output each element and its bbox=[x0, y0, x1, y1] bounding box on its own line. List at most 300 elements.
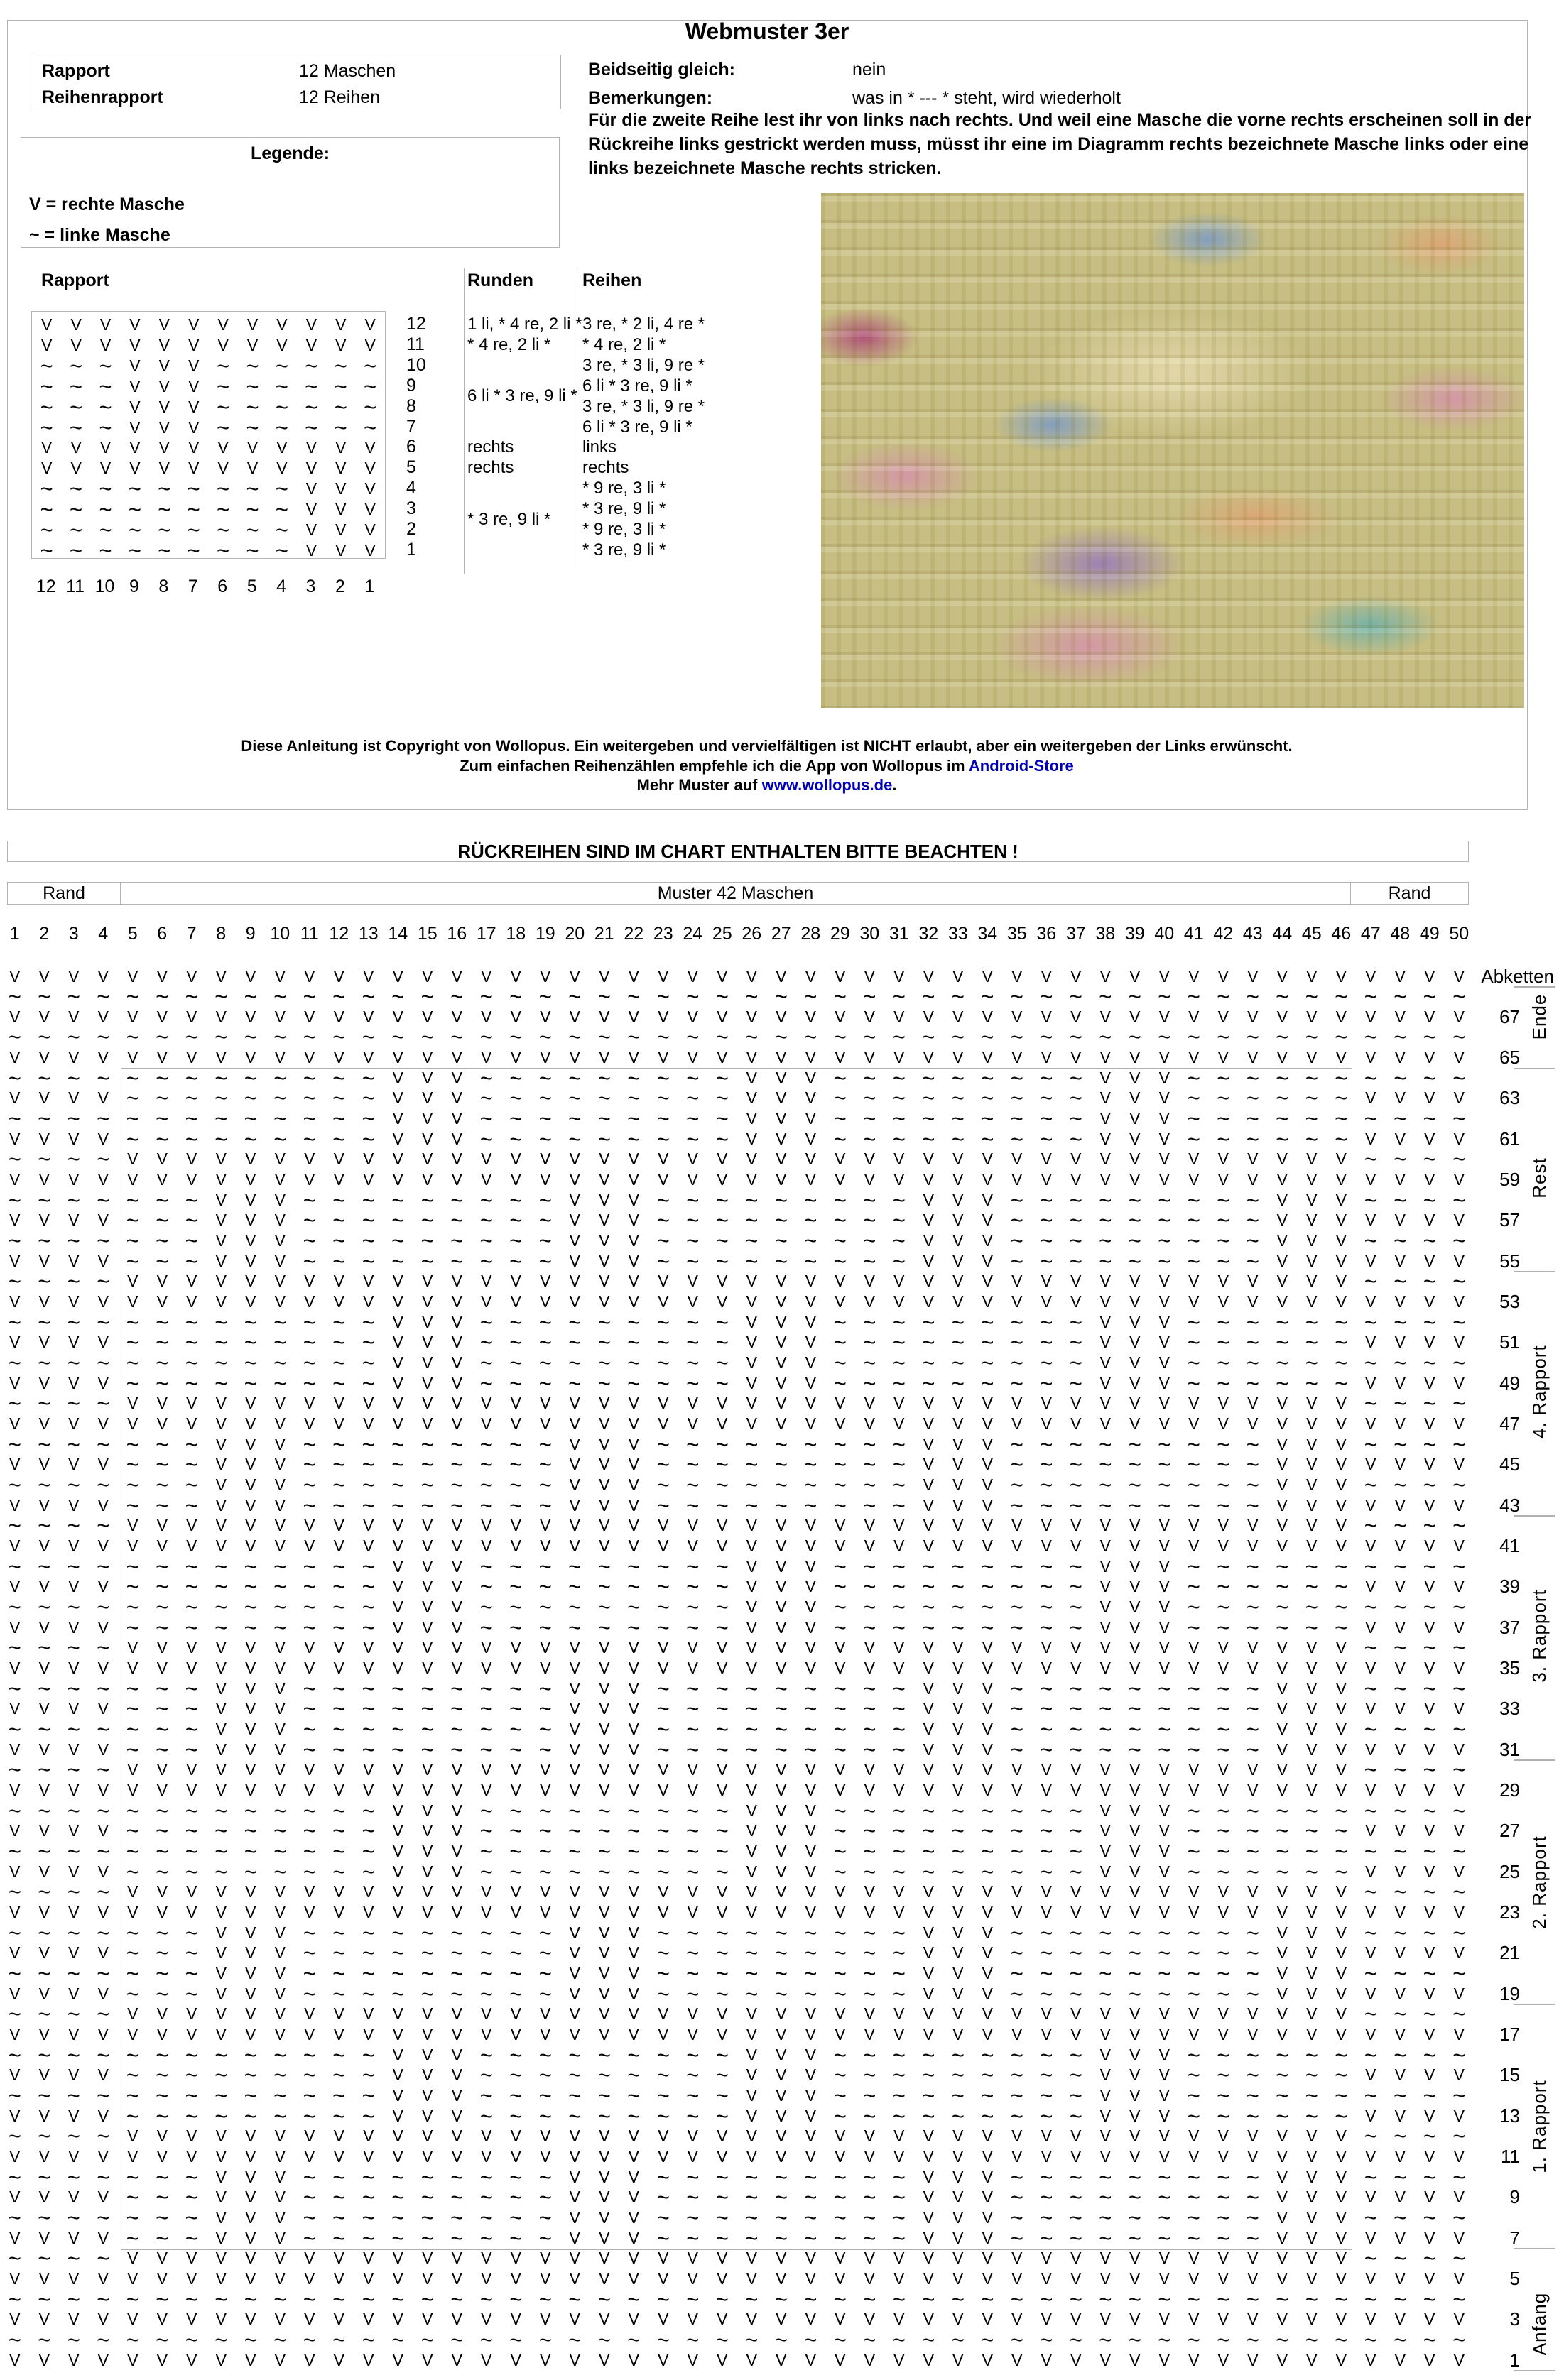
main-row-label: 19 bbox=[1499, 1982, 1520, 2004]
stitch-symbol-purl: ~ bbox=[185, 1473, 198, 1498]
stitch-symbol-purl: ~ bbox=[332, 1126, 346, 1152]
stitch-symbol-knit: V bbox=[1158, 966, 1170, 986]
stitch-symbol-knit: V bbox=[9, 1414, 21, 1434]
stitch-symbol-knit: V bbox=[304, 1170, 315, 1189]
stitch-symbol-knit: V bbox=[188, 417, 200, 437]
stitch-symbol-purl: ~ bbox=[67, 2286, 80, 2312]
stitch-symbol-knit: V bbox=[1335, 1760, 1347, 1779]
stitch-symbol-knit: V bbox=[717, 1903, 728, 1922]
stitch-symbol-knit: V bbox=[363, 966, 374, 986]
stitch-symbol-purl: ~ bbox=[273, 2083, 287, 2109]
stitch-symbol-knit: V bbox=[1453, 2188, 1465, 2207]
stitch-symbol-purl: ~ bbox=[686, 1492, 700, 1518]
stitch-symbol-purl: ~ bbox=[715, 2225, 729, 2251]
stitch-symbol-knit: V bbox=[599, 1903, 610, 1922]
stitch-symbol-knit: V bbox=[156, 2269, 168, 2288]
stitch-symbol-purl: ~ bbox=[1394, 1879, 1407, 1905]
stitch-symbol-knit: V bbox=[805, 1170, 816, 1189]
stitch-symbol-knit: V bbox=[658, 966, 669, 986]
stitch-symbol-knit: V bbox=[1217, 1394, 1229, 1413]
stitch-symbol-purl: ~ bbox=[686, 1961, 700, 1987]
stitch-symbol-knit: V bbox=[1099, 1516, 1111, 1535]
stitch-symbol-purl: ~ bbox=[1305, 2042, 1318, 2068]
stitch-symbol-knit: V bbox=[746, 966, 757, 986]
stitch-symbol-purl: ~ bbox=[275, 497, 288, 523]
stitch-symbol-purl: ~ bbox=[1276, 2327, 1289, 2353]
stitch-symbol-purl: ~ bbox=[1305, 2103, 1318, 2129]
stitch-symbol-purl: ~ bbox=[244, 984, 257, 1010]
stitch-symbol-purl: ~ bbox=[362, 1696, 375, 1722]
stitch-symbol-purl: ~ bbox=[1010, 2205, 1023, 2231]
stitch-symbol-knit: V bbox=[481, 2249, 492, 2268]
stitch-symbol-knit: V bbox=[952, 1190, 964, 1209]
stitch-symbol-knit: V bbox=[422, 1577, 433, 1596]
stitch-symbol-knit: V bbox=[1335, 2167, 1347, 2186]
stitch-symbol-purl: ~ bbox=[362, 1920, 375, 1945]
stitch-symbol-purl: ~ bbox=[1128, 1492, 1141, 1518]
stitch-symbol-purl: ~ bbox=[332, 1859, 346, 1884]
main-col-number: 24 bbox=[683, 924, 703, 944]
stitch-symbol-knit: V bbox=[274, 1740, 286, 1759]
stitch-symbol-purl: ~ bbox=[804, 984, 817, 1010]
stitch-symbol-purl: ~ bbox=[981, 1595, 994, 1620]
stitch-symbol-knit: V bbox=[1453, 1292, 1465, 1311]
stitch-symbol-purl: ~ bbox=[1276, 1595, 1289, 1620]
stitch-symbol-purl: ~ bbox=[362, 1309, 375, 1335]
stitch-symbol-purl: ~ bbox=[391, 1452, 405, 1478]
stitch-symbol-knit: V bbox=[333, 1760, 344, 1779]
stitch-symbol-purl: ~ bbox=[479, 1574, 493, 1600]
stitch-symbol-knit: V bbox=[392, 1373, 403, 1392]
stitch-symbol-knit: V bbox=[952, 2127, 964, 2146]
stitch-symbol-purl: ~ bbox=[1246, 2327, 1259, 2353]
stitch-symbol-purl: ~ bbox=[627, 2327, 641, 2353]
stitch-symbol-knit: V bbox=[599, 1231, 610, 1250]
stitch-symbol-purl: ~ bbox=[332, 2164, 346, 2190]
stitch-symbol-purl: ~ bbox=[509, 1350, 523, 1376]
stitch-symbol-knit: V bbox=[746, 1170, 757, 1189]
main-row-label: 57 bbox=[1499, 1209, 1520, 1231]
stitch-symbol-purl: ~ bbox=[420, 1473, 434, 1498]
stitch-symbol-knit: V bbox=[982, 2269, 993, 2288]
stitch-symbol-knit: V bbox=[97, 1862, 109, 1881]
stitch-symbol-knit: V bbox=[805, 2025, 816, 2044]
stitch-symbol-purl: ~ bbox=[833, 1025, 847, 1050]
stitch-symbol-knit: V bbox=[127, 1516, 138, 1535]
main-chart-row bbox=[0, 1065, 1474, 1091]
stitch-symbol-knit: V bbox=[1188, 2025, 1200, 2044]
stitch-symbol-knit: V bbox=[628, 2025, 639, 2044]
stitch-symbol-knit: V bbox=[451, 2127, 462, 2146]
stitch-symbol-purl: ~ bbox=[509, 1025, 523, 1050]
stitch-symbol-knit: V bbox=[9, 1821, 21, 1840]
stitch-symbol-knit: V bbox=[1011, 1292, 1023, 1311]
stitch-symbol-knit: V bbox=[363, 1292, 374, 1311]
stitch-symbol-knit: V bbox=[599, 1638, 610, 1657]
stitch-symbol-purl: ~ bbox=[1276, 2083, 1289, 2109]
stitch-symbol-knit: V bbox=[1306, 1923, 1318, 1942]
stitch-symbol-knit: V bbox=[952, 1536, 964, 1556]
stitch-symbol-purl: ~ bbox=[686, 2103, 700, 2129]
stitch-symbol-knit: V bbox=[451, 2249, 462, 2268]
stitch-symbol-purl: ~ bbox=[1394, 2286, 1407, 2312]
stitch-symbol-purl: ~ bbox=[1305, 2063, 1318, 2088]
stitch-symbol-purl: ~ bbox=[479, 1187, 493, 1213]
stitch-symbol-purl: ~ bbox=[656, 1065, 670, 1091]
stitch-symbol-knit: V bbox=[97, 1455, 109, 1474]
stitch-symbol-knit: V bbox=[127, 1394, 138, 1413]
stitch-symbol-purl: ~ bbox=[1217, 1370, 1230, 1396]
main-chart-row bbox=[0, 1798, 1474, 1823]
stitch-symbol-purl: ~ bbox=[97, 2002, 110, 2027]
stitch-symbol-purl: ~ bbox=[185, 984, 198, 1010]
stitch-symbol-knit: V bbox=[1306, 1475, 1318, 1495]
stitch-symbol-knit: V bbox=[1306, 2188, 1318, 2207]
stitch-symbol-knit: V bbox=[364, 315, 376, 334]
stitch-symbol-purl: ~ bbox=[1276, 984, 1289, 1010]
stitch-symbol-purl: ~ bbox=[1423, 2286, 1436, 2312]
stitch-symbol-purl: ~ bbox=[509, 2083, 523, 2109]
wollopus-link[interactable]: www.wollopus.de bbox=[761, 776, 893, 794]
stitch-symbol-purl: ~ bbox=[1246, 1717, 1259, 1742]
stitch-symbol-purl: ~ bbox=[597, 1025, 611, 1050]
stitch-symbol-purl: ~ bbox=[774, 1961, 788, 1987]
stitch-symbol-knit: V bbox=[923, 1720, 934, 1739]
stitch-symbol-knit: V bbox=[952, 2147, 964, 2166]
rapport-chart-row bbox=[32, 458, 385, 479]
stitch-symbol-purl: ~ bbox=[1099, 1920, 1112, 1945]
stitch-symbol-purl: ~ bbox=[1040, 1554, 1053, 1579]
stitch-symbol-knit: V bbox=[156, 2147, 168, 2166]
stitch-symbol-purl: ~ bbox=[1010, 1126, 1023, 1152]
stitch-symbol-knit: V bbox=[1424, 1292, 1435, 1311]
main-chart-row bbox=[0, 1757, 1474, 1783]
stitch-symbol-purl: ~ bbox=[67, 1554, 80, 1579]
stitch-symbol-purl: ~ bbox=[479, 2327, 493, 2353]
stitch-symbol-knit: V bbox=[1247, 2310, 1259, 2329]
stitch-symbol-purl: ~ bbox=[833, 1431, 847, 1457]
stitch-symbol-knit: V bbox=[540, 1394, 551, 1413]
stitch-symbol-knit: V bbox=[186, 2004, 197, 2024]
stitch-symbol-purl: ~ bbox=[774, 1452, 788, 1478]
stitch-symbol-purl: ~ bbox=[156, 2286, 169, 2312]
stitch-symbol-knit: V bbox=[569, 1903, 580, 1922]
stitch-symbol-knit: V bbox=[245, 2350, 256, 2369]
stitch-symbol-purl: ~ bbox=[332, 1187, 346, 1213]
stitch-symbol-purl: ~ bbox=[273, 1330, 287, 1355]
stitch-symbol-knit: V bbox=[599, 1414, 610, 1434]
stitch-symbol-purl: ~ bbox=[126, 1492, 139, 1518]
stitch-symbol-knit: V bbox=[1394, 1251, 1406, 1270]
stitch-symbol-knit: V bbox=[1335, 1150, 1347, 1169]
stitch-symbol-purl: ~ bbox=[1187, 984, 1200, 1010]
stitch-symbol-purl: ~ bbox=[715, 1574, 729, 1600]
stitch-symbol-purl: ~ bbox=[1128, 1452, 1141, 1478]
rapport-row-number: 8 bbox=[406, 395, 416, 416]
stitch-symbol-knit: V bbox=[805, 2106, 816, 2125]
stitch-symbol-purl: ~ bbox=[1217, 1940, 1230, 1966]
stitch-symbol-purl: ~ bbox=[1187, 2103, 1200, 2129]
stitch-symbol-purl: ~ bbox=[332, 2327, 346, 2353]
stitch-symbol-knit: V bbox=[1335, 1048, 1347, 1067]
stitch-symbol-purl: ~ bbox=[1423, 1228, 1436, 1254]
stitch-symbol-knit: V bbox=[510, 1638, 521, 1657]
stitch-symbol-purl: ~ bbox=[1217, 1818, 1230, 1844]
stitch-symbol-knit: V bbox=[893, 1048, 905, 1067]
stitch-symbol-purl: ~ bbox=[8, 1106, 21, 1132]
stitch-symbol-knit: V bbox=[127, 1882, 138, 1901]
stitch-symbol-knit: V bbox=[835, 1760, 846, 1779]
stitch-symbol-knit: V bbox=[38, 966, 50, 986]
stitch-symbol-purl: ~ bbox=[97, 1879, 110, 1905]
stitch-symbol-purl: ~ bbox=[1305, 1330, 1318, 1355]
stitch-symbol-knit: V bbox=[245, 2127, 256, 2146]
stitch-symbol-purl: ~ bbox=[804, 1920, 817, 1945]
stitch-symbol-knit: V bbox=[68, 1495, 80, 1514]
stitch-symbol-knit: V bbox=[186, 1272, 197, 1291]
stitch-symbol-purl: ~ bbox=[892, 2185, 906, 2210]
stitch-symbol-purl: ~ bbox=[1010, 1452, 1023, 1478]
stitch-symbol-purl: ~ bbox=[479, 1554, 493, 1579]
main-chart-row bbox=[0, 2083, 1474, 2109]
stitch-symbol-purl: ~ bbox=[597, 1839, 611, 1865]
stitch-symbol-purl: ~ bbox=[185, 1370, 198, 1396]
main-row-label: 3 bbox=[1509, 2308, 1520, 2330]
stitch-symbol-knit: V bbox=[1365, 1536, 1376, 1556]
stitch-symbol-knit: V bbox=[1365, 1455, 1376, 1474]
stitch-symbol-knit: V bbox=[628, 1170, 639, 1189]
stitch-symbol-knit: V bbox=[422, 1556, 433, 1576]
stitch-symbol-knit: V bbox=[1041, 2127, 1052, 2146]
stitch-symbol-purl: ~ bbox=[1099, 1208, 1112, 1233]
stitch-symbol-knit: V bbox=[1158, 1638, 1170, 1657]
stitch-symbol-knit: V bbox=[658, 1638, 669, 1657]
stitch-symbol-purl: ~ bbox=[1246, 1452, 1259, 1478]
stitch-symbol-purl: ~ bbox=[863, 1818, 876, 1844]
main-col-number: 10 bbox=[270, 924, 290, 944]
stitch-symbol-knit: V bbox=[451, 1801, 462, 1820]
stitch-symbol-purl: ~ bbox=[509, 1839, 523, 1865]
stitch-symbol-knit: V bbox=[215, 1150, 227, 1169]
stitch-symbol-knit: V bbox=[1099, 2350, 1111, 2369]
stitch-symbol-purl: ~ bbox=[244, 2083, 257, 2109]
stitch-symbol-purl: ~ bbox=[185, 2225, 198, 2251]
main-col-number: 29 bbox=[830, 924, 850, 944]
rapport-chart-row bbox=[32, 373, 385, 399]
stitch-symbol-purl: ~ bbox=[568, 1065, 582, 1091]
stitch-symbol-purl: ~ bbox=[126, 1798, 139, 1823]
stitch-symbol-purl: ~ bbox=[715, 984, 729, 1010]
stitch-symbol-knit: V bbox=[246, 315, 259, 334]
stitch-symbol-purl: ~ bbox=[538, 2286, 552, 2312]
stitch-symbol-purl: ~ bbox=[450, 1981, 464, 2007]
stitch-symbol-knit: V bbox=[952, 1414, 964, 1434]
stitch-symbol-purl: ~ bbox=[686, 1025, 700, 1050]
stitch-symbol-knit: V bbox=[451, 1638, 462, 1657]
stitch-symbol-knit: V bbox=[1276, 2167, 1288, 2186]
stitch-symbol-purl: ~ bbox=[303, 1676, 316, 1701]
stitch-symbol-knit: V bbox=[274, 1964, 286, 1983]
stitch-symbol-knit: V bbox=[363, 1536, 374, 1556]
stitch-symbol-purl: ~ bbox=[126, 1696, 139, 1722]
stitch-symbol-knit: V bbox=[599, 2249, 610, 2268]
stitch-symbol-purl: ~ bbox=[1335, 1350, 1348, 1376]
stitch-symbol-purl: ~ bbox=[627, 1595, 641, 1620]
stitch-symbol-knit: V bbox=[746, 1801, 757, 1820]
stitch-symbol-knit: V bbox=[481, 1272, 492, 1291]
stitch-symbol-knit: V bbox=[1070, 1048, 1082, 1067]
stitch-symbol-purl: ~ bbox=[774, 2164, 788, 2190]
stitch-symbol-knit: V bbox=[158, 397, 170, 416]
stitch-symbol-purl: ~ bbox=[833, 2327, 847, 2353]
stitch-symbol-purl: ~ bbox=[686, 1595, 700, 1620]
stitch-symbol-knit: V bbox=[687, 1781, 698, 1800]
stitch-symbol-purl: ~ bbox=[715, 1187, 729, 1213]
stitch-symbol-purl: ~ bbox=[981, 1574, 994, 1600]
stitch-symbol-knit: V bbox=[952, 2310, 964, 2329]
stitch-symbol-purl: ~ bbox=[833, 1126, 847, 1152]
main-row-label: 41 bbox=[1499, 1535, 1520, 1557]
stitch-symbol-purl: ~ bbox=[1394, 2083, 1407, 2109]
stitch-symbol-purl: ~ bbox=[686, 1208, 700, 1233]
stitch-symbol-purl: ~ bbox=[1452, 1676, 1466, 1701]
main-row-label: 37 bbox=[1499, 1616, 1520, 1638]
stitch-symbol-purl: ~ bbox=[1187, 1330, 1200, 1355]
stitch-symbol-purl: ~ bbox=[745, 1228, 759, 1254]
stitch-symbol-knit: V bbox=[776, 1048, 787, 1067]
stitch-symbol-purl: ~ bbox=[981, 1025, 994, 1050]
stitch-symbol-knit: V bbox=[1335, 1984, 1347, 2003]
stitch-symbol-purl: ~ bbox=[1128, 1676, 1141, 1701]
stitch-symbol-knit: V bbox=[333, 1882, 344, 1901]
stitch-symbol-knit: V bbox=[1099, 1170, 1111, 1189]
stitch-symbol-knit: V bbox=[1424, 2310, 1435, 2329]
stitch-symbol-knit: V bbox=[952, 1699, 964, 1718]
stitch-symbol-purl: ~ bbox=[833, 1330, 847, 1355]
stitch-symbol-purl: ~ bbox=[538, 1187, 552, 1213]
android-store-link[interactable]: Android-Store bbox=[968, 757, 1074, 775]
stitch-symbol-knit: V bbox=[923, 1455, 934, 1474]
stitch-symbol-knit: V bbox=[1365, 1862, 1376, 1881]
stitch-symbol-knit: V bbox=[1365, 2310, 1376, 2329]
stitch-symbol-purl: ~ bbox=[833, 1106, 847, 1132]
stitch-symbol-knit: V bbox=[70, 459, 82, 478]
stitch-symbol-purl: ~ bbox=[538, 1208, 552, 1233]
stitch-symbol-knit: V bbox=[805, 1414, 816, 1434]
stitch-symbol-knit: V bbox=[392, 1821, 403, 1840]
stitch-symbol-purl: ~ bbox=[804, 2286, 817, 2312]
stitch-symbol-knit: V bbox=[1306, 1984, 1318, 2003]
stitch-symbol-knit: V bbox=[186, 2310, 197, 2329]
stitch-symbol-knit: V bbox=[304, 2147, 315, 2166]
stitch-symbol-knit: V bbox=[746, 1088, 757, 1108]
stitch-symbol-knit: V bbox=[835, 1536, 846, 1556]
stitch-symbol-knit: V bbox=[363, 1048, 374, 1067]
stitch-symbol-purl: ~ bbox=[420, 1961, 434, 1987]
stitch-symbol-knit: V bbox=[1453, 1455, 1465, 1474]
stitch-symbol-knit: V bbox=[451, 1170, 462, 1189]
band-header-rand-right: Rand bbox=[1350, 882, 1469, 905]
stitch-symbol-knit: V bbox=[1129, 1272, 1141, 1291]
stitch-symbol-knit: V bbox=[1306, 1007, 1318, 1026]
stitch-symbol-purl: ~ bbox=[273, 1554, 287, 1579]
stitch-symbol-purl: ~ bbox=[1128, 2205, 1141, 2231]
stitch-symbol-purl: ~ bbox=[1128, 1473, 1141, 1498]
stitch-symbol-knit: V bbox=[776, 1659, 787, 1678]
stitch-symbol-knit: V bbox=[274, 1211, 286, 1230]
stitch-symbol-purl: ~ bbox=[833, 1370, 847, 1396]
stitch-symbol-purl: ~ bbox=[1246, 2225, 1259, 2251]
stitch-symbol-purl: ~ bbox=[1335, 2083, 1348, 2109]
stitch-symbol-knit: V bbox=[923, 2249, 934, 2268]
stitch-symbol-knit: V bbox=[68, 1414, 80, 1434]
stitch-symbol-knit: V bbox=[1129, 1801, 1141, 1820]
stitch-symbol-knit: V bbox=[1394, 1048, 1406, 1067]
stitch-symbol-purl: ~ bbox=[1187, 1798, 1200, 1823]
stitch-symbol-purl: ~ bbox=[568, 1859, 582, 1884]
stitch-symbol-purl: ~ bbox=[362, 1859, 375, 1884]
stitch-symbol-knit: V bbox=[1158, 1536, 1170, 1556]
stitch-symbol-purl: ~ bbox=[479, 1676, 493, 1701]
stitch-symbol-purl: ~ bbox=[214, 1350, 228, 1376]
stitch-symbol-purl: ~ bbox=[509, 1818, 523, 1844]
stitch-symbol-purl: ~ bbox=[185, 2185, 198, 2210]
stitch-symbol-knit: V bbox=[776, 1781, 787, 1800]
stitch-symbol-purl: ~ bbox=[97, 1961, 110, 1987]
stitch-symbol-purl: ~ bbox=[1452, 1920, 1466, 1945]
stitch-symbol-purl: ~ bbox=[686, 1798, 700, 1823]
stitch-symbol-knit: V bbox=[1247, 1536, 1259, 1556]
stitch-symbol-purl: ~ bbox=[1010, 2083, 1023, 2109]
main-col-number: 25 bbox=[712, 924, 732, 944]
stitch-symbol-purl: ~ bbox=[8, 1554, 21, 1579]
stitch-symbol-purl: ~ bbox=[156, 1737, 169, 1762]
stitch-symbol-knit: V bbox=[9, 2106, 21, 2125]
stitch-symbol-knit: V bbox=[156, 1272, 168, 1291]
stitch-symbol-knit: V bbox=[893, 1536, 905, 1556]
stitch-symbol-knit: V bbox=[38, 1292, 50, 1311]
stitch-symbol-knit: V bbox=[1129, 2065, 1141, 2085]
stitch-symbol-knit: V bbox=[717, 2310, 728, 2329]
stitch-symbol-knit: V bbox=[274, 2004, 286, 2024]
stitch-symbol-knit: V bbox=[923, 1964, 934, 1983]
stitch-symbol-purl: ~ bbox=[804, 1696, 817, 1722]
stitch-symbol-purl: ~ bbox=[38, 1147, 51, 1172]
stitch-symbol-purl: ~ bbox=[391, 984, 405, 1010]
stitch-symbol-purl: ~ bbox=[1128, 1187, 1141, 1213]
main-col-number: 5 bbox=[127, 924, 138, 944]
stitch-symbol-purl: ~ bbox=[303, 1737, 316, 1762]
stitch-symbol-purl: ~ bbox=[8, 1309, 21, 1335]
main-chart-row bbox=[0, 2350, 1474, 2371]
stitch-symbol-purl: ~ bbox=[67, 1065, 80, 1091]
stitch-symbol-purl: ~ bbox=[185, 1961, 198, 1987]
stitch-symbol-purl: ~ bbox=[538, 1452, 552, 1478]
stitch-symbol-knit: V bbox=[1276, 2249, 1288, 2268]
stitch-symbol-purl: ~ bbox=[214, 1798, 228, 1823]
stitch-symbol-knit: V bbox=[97, 1984, 109, 2003]
copyright-line2 bbox=[7, 757, 1526, 775]
stitch-symbol-knit: V bbox=[923, 2127, 934, 2146]
stitch-symbol-purl: ~ bbox=[303, 2225, 316, 2251]
stitch-symbol-knit: V bbox=[540, 1760, 551, 1779]
info-value-reihenrapport: 12 Reihen bbox=[299, 87, 380, 107]
stitch-symbol-knit: V bbox=[1099, 1150, 1111, 1169]
stitch-symbol-knit: V bbox=[1158, 1088, 1170, 1108]
stitch-symbol-purl: ~ bbox=[126, 1615, 139, 1640]
stitch-symbol-purl: ~ bbox=[597, 1350, 611, 1376]
stitch-symbol-knit: V bbox=[158, 335, 170, 354]
